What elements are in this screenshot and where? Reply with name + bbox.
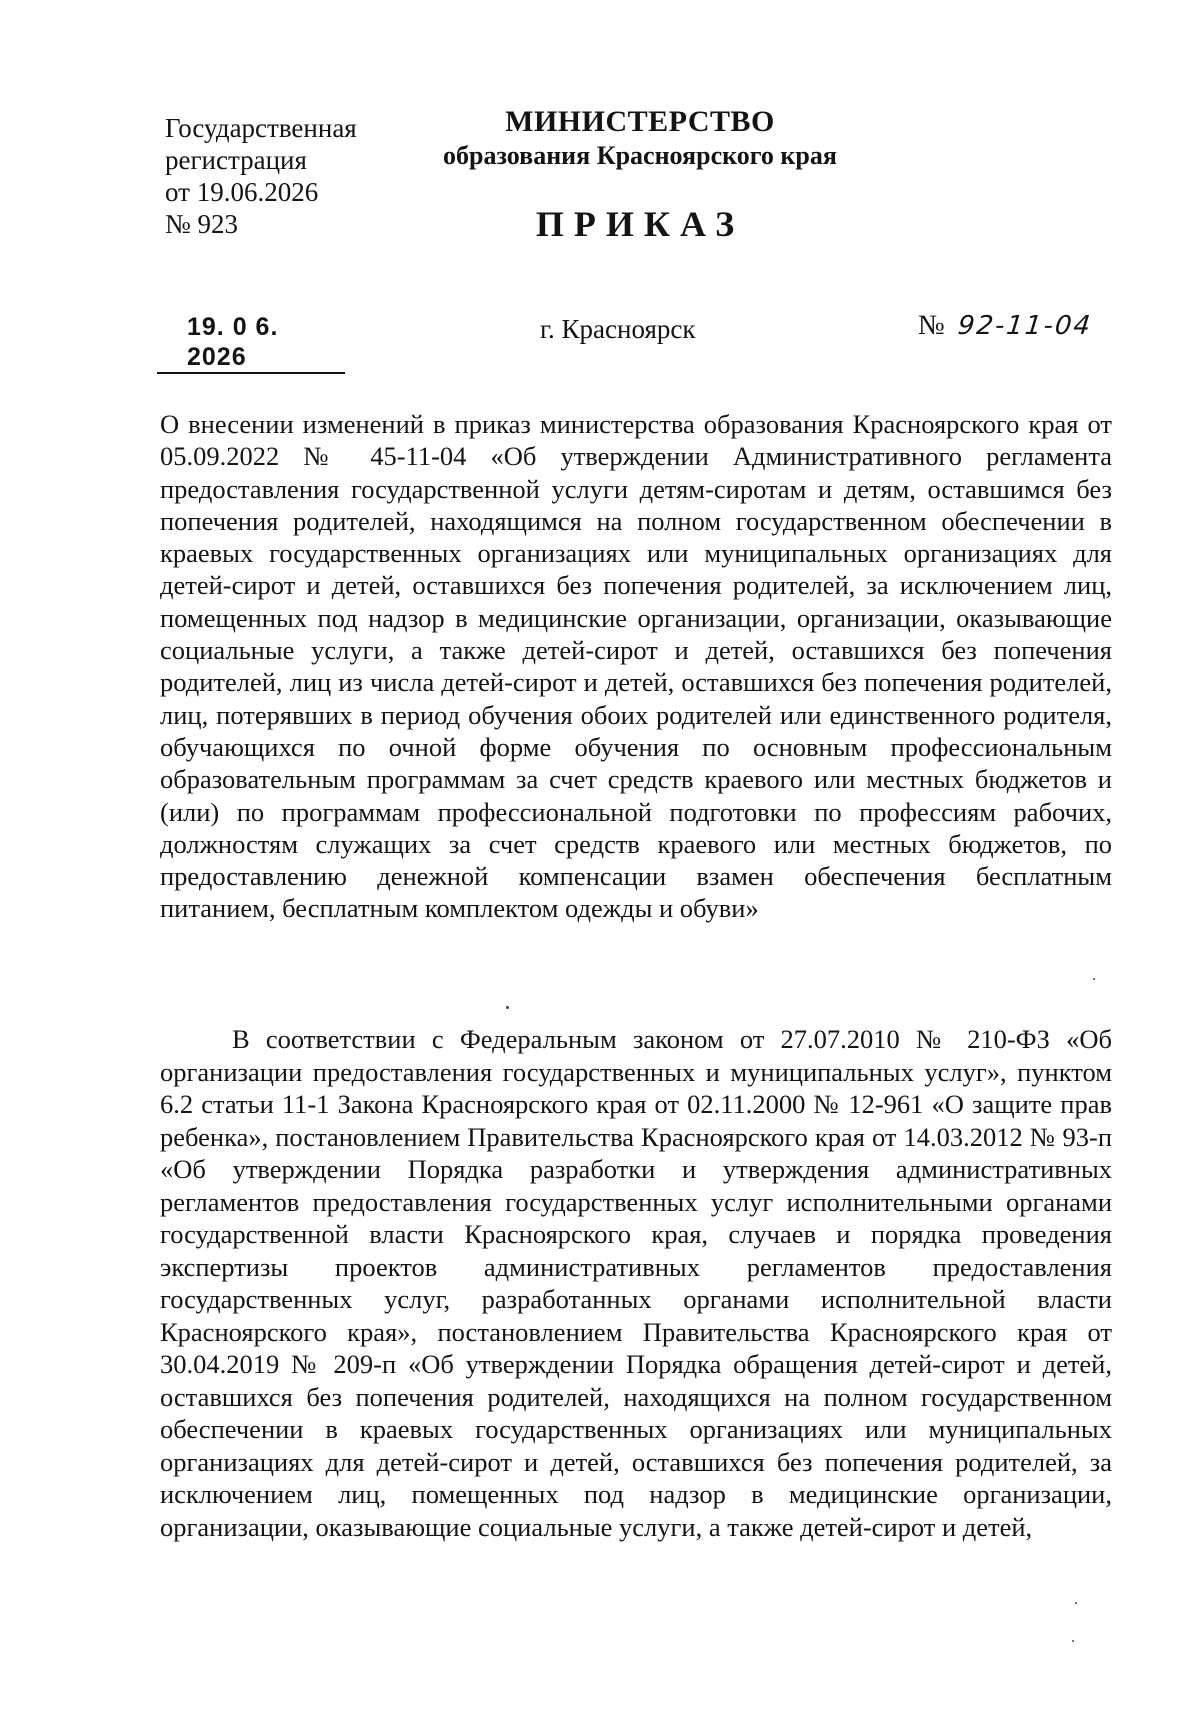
registration-block	[165, 112, 357, 240]
order-number	[918, 306, 1092, 346]
scan-speck	[1075, 1602, 1077, 1604]
order-preamble-paragraph: В соответствии с Федеральным законом от 27.07.2010 № 210-ФЗ «Об организации предоставления государственных и муниципальных услуг», пунктом 6.2 статьи 11-1 Закона Красноярского края от 02.11.2000 № 12-961 «О защите прав ребенка», постановлением Правительства Красноярского края от 14.03.2012 № 93-п «Об утверждении Порядка разработки и утверждения административных регламентов предоставления государственных услуг исполнительными органами государственной власти Красноярского края, случаев и порядка проведения экспертизы проектов административных регламентов предоставления государственных услуг, разработанных органами исполнительной власти Красноярского края», постановлением Правительства Красноярского края от 30.04.2019 № 209-п «Об утверждении Порядка обращения детей-сирот и детей, оставшихся без попечения родителей, находящихся на полном государственном обеспечении в краевых государственных организациях или муниципальных организациях для детей-сирот и детей, оставшихся без попечения родителей, за исключением лиц, помещенных под надзор в медицинские организации, организации, оказывающие социальные услуги, а также детей-сирот и детей,	[160, 1024, 1112, 1542]
scan-speck	[506, 1006, 509, 1009]
document-type: ПРИКАЗ	[535, 204, 745, 244]
ministry-subtitle: образования Красноярского края	[443, 141, 837, 170]
registration-line: Государственная	[165, 113, 357, 143]
registration-line: регистрация	[165, 145, 307, 175]
order-number-handwritten: 92-11-04	[956, 311, 1094, 341]
ministry-heading	[390, 104, 890, 172]
registration-date: от 19.06.2026	[165, 177, 319, 207]
order-date-stamp: 19. 0 6. 2026	[157, 312, 345, 374]
order-subject-paragraph: О внесении изменений в приказ министерства образования Красноярского края от 05.09.2022 № 45-11-04 «Об утверждении Административного регламента предоставления государственной услуги детям-сиротам и детям, оставшимся без попечения родителей, находящимся на полном государственном обеспечении в краевых государственных организациях или муниципальных организациях для детей-сирот и детей, оставшихся без попечения родителей, за исключением лиц, помещенных под надзор в медицинские организации, организации, оказывающие социальные услуги, а также детей-сирот и детей, оставшихся без попечения родителей, лиц из числа детей-сирот и детей, оставшихся без попечения родителей, лиц, потерявших в период обучения обоих родителей или единственного родителя, обучающихся по очной форме обучения по основным профессиональным образовательным программам за счет средств краевого или местных бюджетов и (или) по программам профессиональной подготовки по профессиям рабочих, должностям служащих за счет средств краевого или местных бюджетов, по предоставлению денежной компенсации взамен обеспечения бесплатным питанием, бесплатным комплектом одежды и обуви»	[160, 409, 1112, 924]
order-number-prefix: №	[918, 310, 945, 341]
scan-speck	[1093, 978, 1095, 980]
ministry-title: МИНИСТЕРСТВО	[505, 105, 775, 138]
registration-number: № 923	[165, 209, 239, 239]
order-city: г. Красноярск	[540, 314, 696, 344]
scan-speck	[1072, 1640, 1074, 1642]
